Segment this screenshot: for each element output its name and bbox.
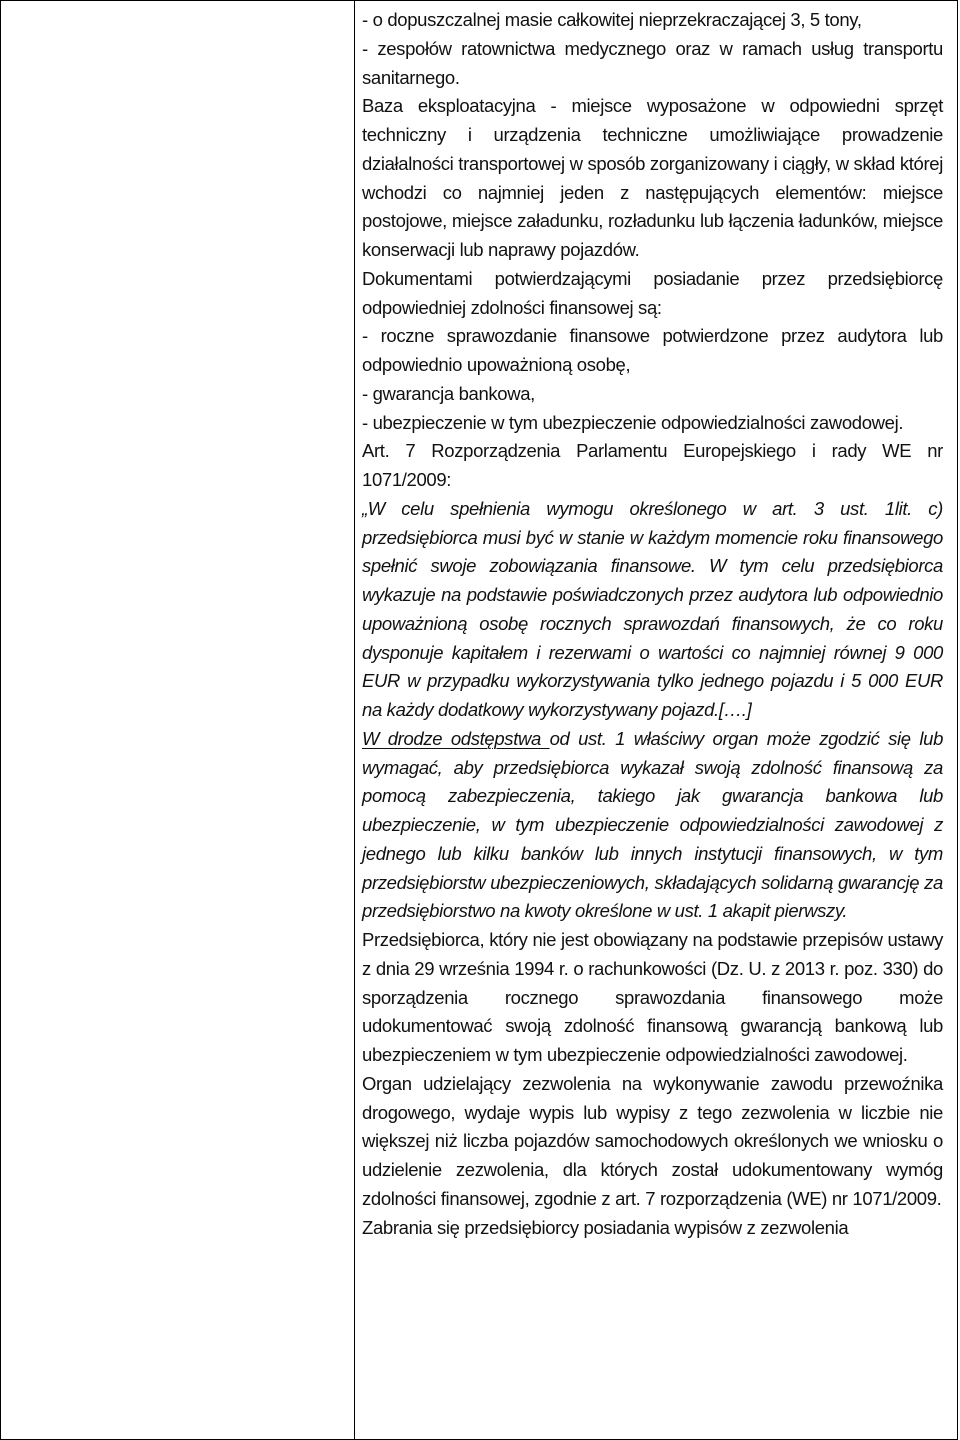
paragraph-licence-extracts: Organ udzielający zezwolenia na wykonywanie zawodu przewoźnika drogowego, wydaje wypis lub wypisy z tego zezwolenia w liczbie nie większej niż liczba pojazdów samochodowych określonych we wniosku o udzielenie zezwolenia, dla których został udokumentowany wymóg zdolności finansowej, zgodnie z art. 7 rozporządzenia (WE) nr 1071/2009. <box>362 1072 943 1209</box>
quote-article-7-part2 <box>362 725 943 926</box>
paragraph-prohibition: Zabrania się przedsiębiorcy posiadania wypisów z zezwolenia <box>362 1216 849 1238</box>
paragraph-operating-base: Baza eksploatacyjna - miejsce wyposażone w odpowiedni sprzęt techniczny i urządzenia techniczne umożliwiające prowadzenie działalności transportowej w sposób zorganizowany i ciągły, w skład której wchodzi co najmniej jeden z następujących elementów: miejsce postojowe, miejsce załadunku, rozładunku lub łączenia ładunków, miejsce konserwacji lub naprawy pojazdów. <box>362 95 943 260</box>
list-item-annual-report: - roczne sprawozdanie finansowe potwierdzone przez audytora lub odpowiednio upoważnioną osobę, <box>362 325 943 375</box>
document-text <box>362 6 943 1242</box>
paragraph-article-7-heading: Art. 7 Rozporządzenia Parlamentu Europejskiego i rady WE nr 1071/2009: <box>362 440 943 490</box>
quote-derogation-rest: od ust. 1 właściwy organ może zgodzić się lub wymagać, aby przedsiębiorca wykazał swoją zdolność finansową za pomocą zabezpieczenia, takiego jak gwarancja bankowa lub ubezpieczenie, w tym ubezpieczenie odpowiedzialności zawodowej z jednego lub kilku banków lub innych instytucji finansowych, w tym przedsiębiorstw ubezpieczeniowych, składających solidarną gwarancję za przedsiębiorstwo na kwoty określone w ust. 1 akapit pierwszy. <box>362 727 944 922</box>
paragraph-mass-limit: - o dopuszczalnej masie całkowitej nieprzekraczającej 3, 5 tony, <box>362 9 862 30</box>
paragraph-documents-intro: Dokumentami potwierdzającymi posiadanie przez przedsiębiorcę odpowiedniej zdolności finansowej są: <box>362 267 943 318</box>
paragraph-accounting-act: Przedsiębiorca, który nie jest obowiązany na podstawie przepisów ustawy z dnia 29 września 1994 r. o rachunkowości (Dz. U. z 2013 r. poz. 330) do sporządzenia rocznego sprawozdania finansowego może udokumentować swoją zdolność finansową gwarancją bankową lub ubezpieczeniem w tym ubezpieczenie odpowiedzialności zawodowej. <box>362 929 943 1065</box>
paragraph-medical-teams: - zespołów ratownictwa medycznego oraz w ramach usług transportu sanitarnego. <box>362 37 943 88</box>
quote-article-7-part1: „W celu spełnienia wymogu określonego w art. 3 ust. 1lit. c) przedsiębiorca musi być w stanie w każdym momencie roku finansowego spełnić swoje zobowiązania finansowe. W tym celu przedsiębiorca wykazuje na podstawie poświadczonych przez audytora lub odpowiednio upoważnioną osobę rocznych sprawozdań finansowych, że co roku dysponuje kapitałem i rezerwami o wartości co najmniej równej 9 000 EUR w przypadku wykorzystywania tylko jednego pojazdu i 5 000 EUR na każdy dodatkowy wykorzystywany pojazd.[….] <box>362 497 943 720</box>
underlined-derogation: W drodze odstępstwa <box>362 727 550 749</box>
table-row <box>1 1 958 1440</box>
right-text-cell <box>355 1 958 1440</box>
left-empty-cell <box>1 1 355 1440</box>
list-item-bank-guarantee: - gwarancja bankowa, <box>362 382 535 404</box>
list-item-insurance: - ubezpieczenie w tym ubezpieczenie odpowiedzialności zawodowej. <box>362 411 904 433</box>
